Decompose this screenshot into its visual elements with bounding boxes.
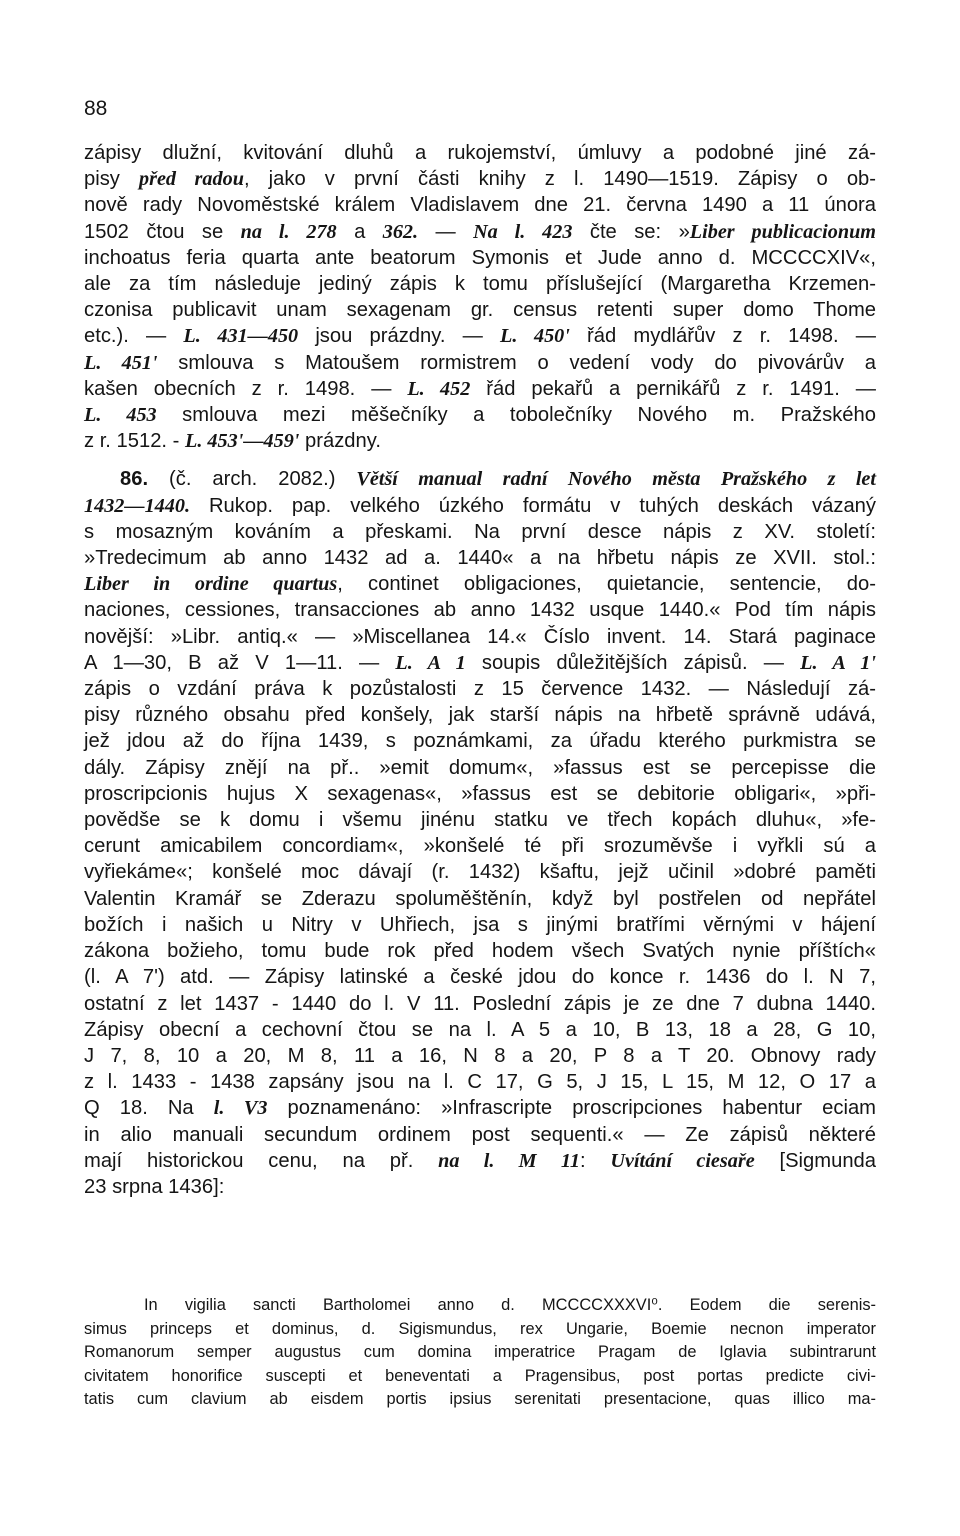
italic-reference: L. 453'—459'	[185, 430, 300, 453]
block-quote-latin	[84, 1294, 876, 1412]
quote-line: simus princeps et dominus, d. Sigismundus, rex Ungarie, Boemie necnon imperator	[84, 1319, 876, 1338]
text-line: božích i našich u Nitry v Uhřiech, jsa s jinými bratřími věrnými v hájení	[84, 913, 876, 936]
text-line: in alio manuali secundum ordinem post sequenti.« — Ze zápisů některé	[84, 1123, 876, 1146]
italic-reference: L. 453	[84, 404, 157, 427]
text-line: kašen obecních z r. 1498. — L. 452 řád pekařů a pernikářů z r. 1491. —	[84, 377, 876, 400]
text-line: etc.). — L. 431—450 jsou prázdny. — L. 450' řád mydlářův z r. 1498. —	[84, 325, 876, 348]
text-line: »Tredecimum ab anno 1432 ad a. 1440« a na hřbetu nápis ze XVII. stol.:	[84, 547, 876, 570]
text-line: cerunt amicabilem concordiam«, »konšelé té při srozuměvše i vyřkli sú a	[84, 835, 876, 858]
italic-reference: 362.	[382, 220, 419, 243]
text-line: jež jdou až do října 1439, s poznámkami, za úřadu kterého purkmistra se	[84, 730, 876, 753]
text-line: 1502 čtou se na l. 278 a 362. — Na l. 423 čte se: »Liber publicacionum	[84, 220, 877, 243]
text-line: 86. (č. arch. 2082.) Větší manual radní Nového města Pražského z let	[120, 468, 876, 491]
text-line: mají historickou cenu, na př. na l. M 11: Uvítání ciesaře [Sigmunda	[84, 1149, 876, 1172]
italic-reference: L. 450'	[500, 325, 570, 348]
text-line: ostatní z let 1437 - 1440 do l. V 11. Poslední zápis je ze dne 7 dubna 1440.	[84, 992, 876, 1015]
text-line: povědše se k domu i všemu jinénu statku ve třech kopách dluhu«, »fe-	[84, 809, 876, 832]
italic-reference: na l. 278	[240, 220, 337, 243]
italic-reference: Větší manual radní Nového města Pražského z let	[356, 468, 876, 491]
text-line: naciones, cessiones, transacciones ab anno 1432 usque 1440.« Pod tím nápis	[84, 599, 876, 622]
text-line: Q 18. Na l. V3 poznamenáno: »Infrascripte proscripciones habentur eciam	[84, 1097, 876, 1120]
quote-line: tatis cum clavium ab eisdem portis ipsius serenitati presentacione, quas illico ma-	[84, 1390, 876, 1409]
text-line: 1432—1440. Rukop. pap. velkého úzkého formátu v tuhých deskách vázaný	[84, 494, 876, 517]
italic-reference: Uvítání ciesaře	[610, 1149, 755, 1172]
quote-line: In vigilia sancti Bartholomei anno d. MCCCCXXXVI⁰. Eodem die serenis-	[144, 1296, 876, 1314]
text-line: ale za tím následuje jediný zápis k tomu příslušející (Margaretha Krzemen-	[84, 273, 876, 296]
text-line: inchoatus feria quarta ante beatorum Symonis et Jude anno d. MCCCCXIV«,	[84, 246, 876, 269]
italic-reference: L. 452	[407, 377, 471, 400]
italic-reference: L. 451'	[84, 351, 158, 374]
text-line: A 1—30, B až V 1—11. — L. A 1 soupis důležitějších zápisů. — L. A 1'	[84, 651, 876, 674]
italic-reference: l. V3	[213, 1097, 268, 1120]
italic-reference: 1432—1440.	[84, 494, 190, 517]
italic-reference: před radou	[139, 168, 244, 191]
page-number: 88	[84, 97, 108, 120]
italic-reference: L. A 1	[395, 651, 466, 674]
italic-reference: Liber in ordine quartus	[84, 573, 338, 596]
italic-reference: na l. M 11	[438, 1149, 580, 1172]
text-line: L. 453 smlouva mezi měšečníky a tobolečníky Nového m. Pražského	[84, 404, 876, 427]
text-line: vyřiekáme«; konšelé moc dávají (r. 1432) kšaftu, jejž učinil »dobré paměti	[84, 861, 876, 884]
text-line: zápis o vzdání práva k pozůstalosti z 15 července 1432. — Následují zá-	[84, 678, 876, 701]
text-line: z r. 1512. - L. 453'—459' prázdny.	[84, 430, 381, 453]
body-text	[84, 140, 876, 1200]
text-line: Liber in ordine quartus, continet obligaciones, quietancie, sentencie, do-	[84, 573, 876, 596]
text-line: z l. 1433 - 1438 zapsány jsou na l. C 17, G 5, J 15, L 15, M 12, O 17 a	[84, 1071, 876, 1094]
text-line: 23 srpna 1436]:	[84, 1175, 225, 1198]
text-line: L. 451' smlouva s Matoušem rormistrem o vedení vody do pivovárův a	[84, 351, 876, 374]
quote-line: Romanorum semper augustus cum domina imperatrice Pragam de Iglavia subintrarunt	[84, 1343, 876, 1362]
paragraph-inventory-entry-85-tail	[84, 140, 876, 454]
text-line: pisy různého obsahu před konšely, jak starší nápis na hřbetě správně udává,	[84, 704, 876, 727]
paragraph-inventory-entry-86	[84, 466, 876, 1200]
entry-number: 86.	[120, 468, 149, 491]
text-line: s mosazným kováním a přeskami. Na první desce nápis z XV. století:	[84, 520, 876, 543]
quote-line: civitatem honorifice suscepti et beneventati a Pragensibus, post portas predicte civi-	[84, 1366, 876, 1385]
text-line: (l. A 7') atd. — Zápisy latinské a české jdou do konce r. 1436 do l. N 7,	[84, 966, 876, 989]
text-line: proscripcionis hujus X sexagenas«, »fassus est se debitorie obligari«, »při-	[84, 782, 876, 805]
text-line: zápisy dlužní, kvitování dluhů a rukojemství, úmluvy a podobné jiné zá-	[84, 142, 876, 164]
text-line: Zápisy obecní a cechovní čtou se na l. A 5 a 10, B 13, 18 a 28, G 10,	[84, 1018, 876, 1041]
italic-reference: Na l. 423	[473, 220, 573, 243]
italic-reference: L. 431—450	[183, 325, 299, 348]
italic-reference: Liber publicacionum	[689, 220, 877, 243]
text-line: dály. Zápisy znějí na př.. »emit domum«, »fassus est se percepisse die	[84, 756, 876, 779]
text-line: zákona božieho, tomu bude rok před hodem všech Svatých nynie příštích«	[84, 940, 876, 963]
text-line: nově rady Novoměstské králem Vladislavem dne 21. června 1490 a 11 února	[84, 194, 876, 217]
text-line: novější: »Libr. antiq.« — »Miscellanea 14.« Číslo invent. 14. Stará paginace	[84, 625, 876, 648]
text-line: Valentin Kramář se Zderazu spoluměštěnín, když byl postřelen od nepřátel	[84, 887, 876, 910]
text-line: czonisa publicavit unam sexagenam gr. census retenti super domo Thome	[84, 299, 876, 322]
text-line: pisy před radou, jako v první části knihy z l. 1490—1519. Zápisy o ob-	[84, 168, 876, 191]
italic-reference: L. A 1'	[800, 651, 876, 674]
text-line: J 7, 8, 10 a 20, M 8, 11 a 16, N 8 a 20, P 8 a T 20. Obnovy rady	[84, 1044, 876, 1067]
